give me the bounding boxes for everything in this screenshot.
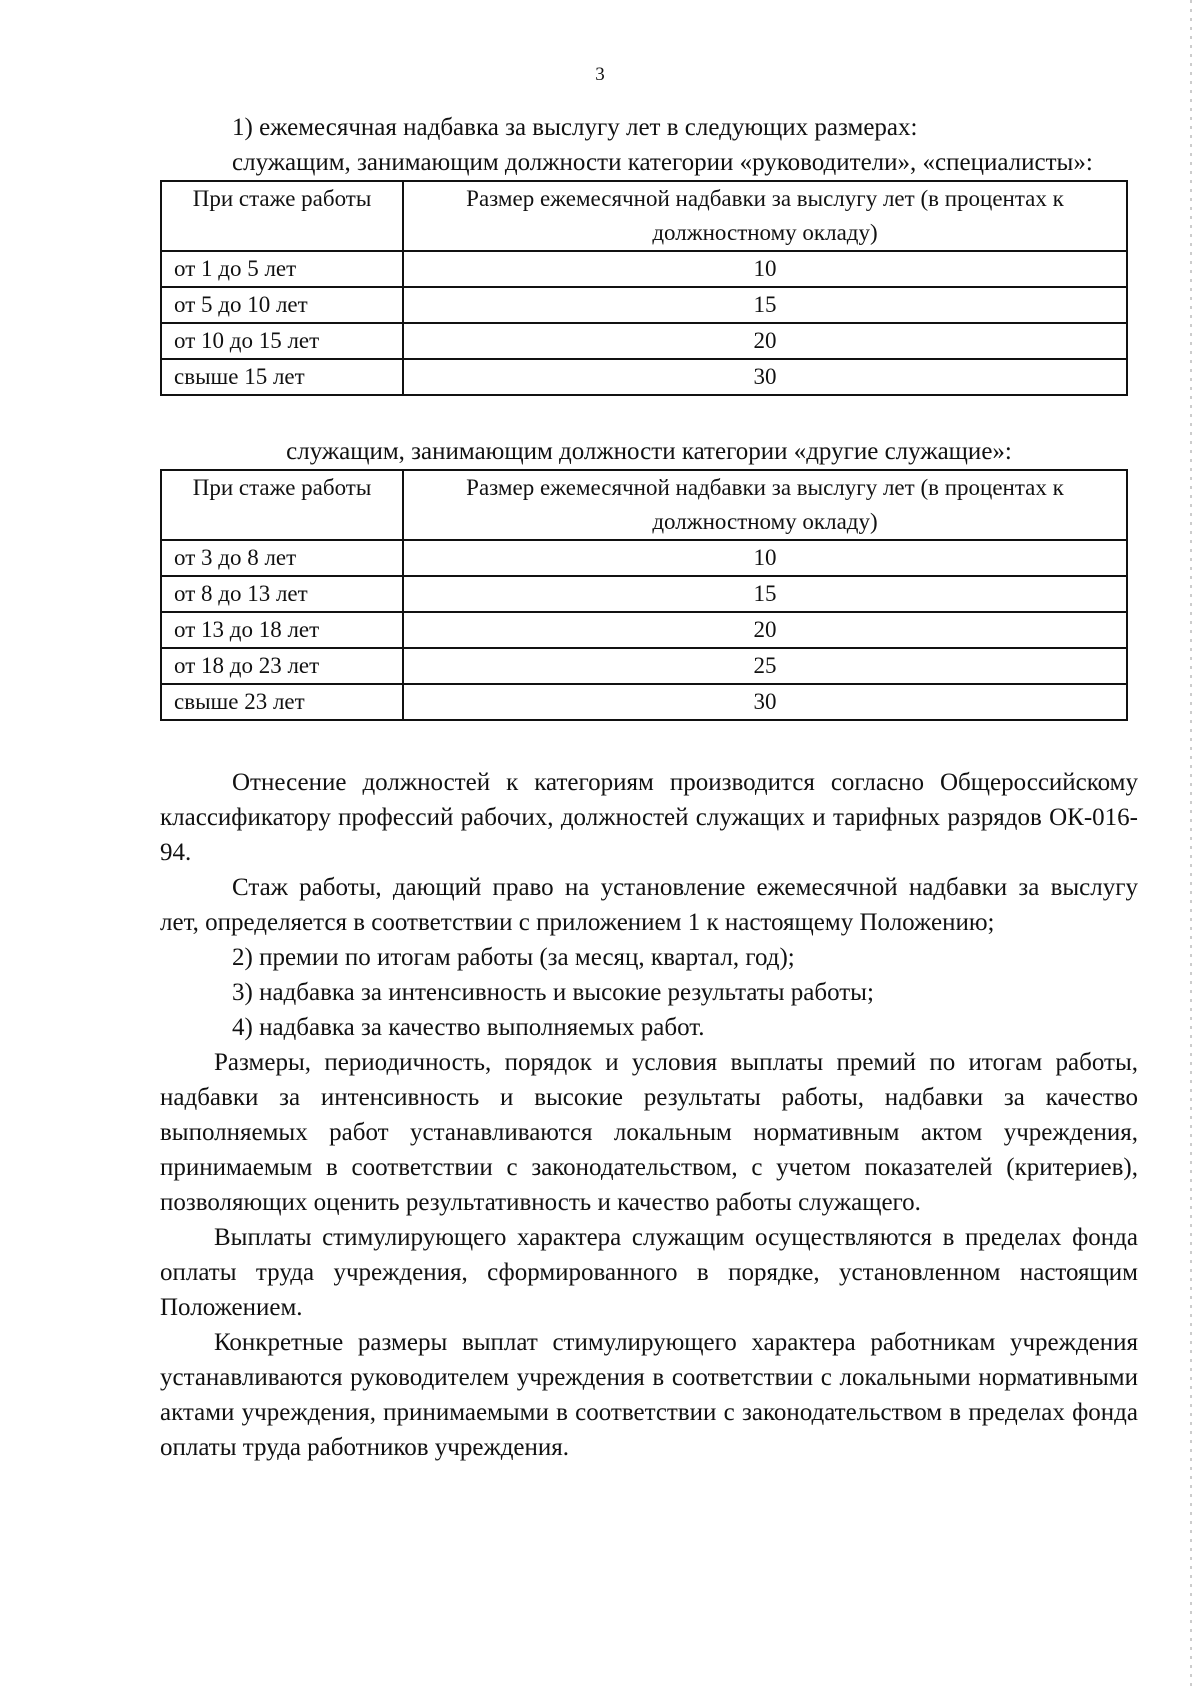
table-row — [161, 540, 1127, 576]
term-cell: от 8 до 13 лет — [161, 576, 403, 612]
allowance-table-other-staff — [160, 469, 1128, 721]
allowance-table-managers — [160, 180, 1128, 396]
value-cell: 25 — [403, 648, 1127, 684]
table-row — [161, 684, 1127, 720]
page-number: 3 — [595, 64, 605, 85]
value-cell: 20 — [403, 323, 1127, 359]
paragraph-payment-conditions: Размеры, периодичность, порядок и условия выплаты премий по итогам работы, надбавки за интенсивность и высокие результаты работы, надбавки за качество выполняемых работ устанавливаются локальным нормативным актом учреждения, принимаемым в соответствии с законодательством, с учетом показателей (критериев), позволяющих оценить результативность и качество работы служащего. — [160, 1049, 1138, 1216]
table-header-row — [161, 470, 1127, 540]
paragraph-classification: Отнесение должностей к категориям производится согласно Общероссийскому классификатору профессий рабочих, должностей служащих и тарифных разрядов ОК-016-94. — [160, 769, 1138, 866]
table-row — [161, 648, 1127, 684]
table-row — [161, 323, 1127, 359]
scan-edge — [1190, 0, 1192, 1686]
value-cell: 20 — [403, 612, 1127, 648]
term-cell: свыше 15 лет — [161, 359, 403, 395]
item-bonuses: 2) премии по итогам работы (за месяц, квартал, год); — [232, 944, 795, 971]
table-row — [161, 359, 1127, 395]
intro-line-1: 1) ежемесячная надбавка за выслугу лет в следующих размерах: — [232, 114, 918, 141]
table-row — [161, 251, 1127, 287]
column-header-size: Размер ежемесячной надбавки за выслугу лет (в процентах к должностному окладу) — [403, 470, 1127, 540]
term-cell: от 18 до 23 лет — [161, 648, 403, 684]
table-row — [161, 576, 1127, 612]
value-cell: 15 — [403, 576, 1127, 612]
term-cell: от 13 до 18 лет — [161, 612, 403, 648]
term-cell: от 3 до 8 лет — [161, 540, 403, 576]
term-cell: от 1 до 5 лет — [161, 251, 403, 287]
table-row — [161, 287, 1127, 323]
column-header-term: При стаже работы — [161, 181, 403, 251]
paragraph-payment-fund: Выплаты стимулирующего характера служащим осуществляются в пределах фонда оплаты труда учреждения, сформированного в порядке, установленном настоящим Положением. — [160, 1224, 1138, 1321]
value-cell: 15 — [403, 287, 1127, 323]
document-body — [160, 110, 1138, 1465]
paragraph-specific-amounts: Конкретные размеры выплат стимулирующего характера работникам учреждения устанавливаются руководителем учреждения в соответствии с локальными нормативными актами учреждения, принимаемыми в соответствии с законодательством в пределах фонда оплаты труда работников учреждения. — [160, 1329, 1138, 1461]
value-cell: 30 — [403, 684, 1127, 720]
term-cell: от 5 до 10 лет — [161, 287, 403, 323]
value-cell: 30 — [403, 359, 1127, 395]
column-header-term: При стаже работы — [161, 470, 403, 540]
term-cell: от 10 до 15 лет — [161, 323, 403, 359]
column-header-size: Размер ежемесячной надбавки за выслугу лет (в процентах к должностному окладу) — [403, 181, 1127, 251]
term-cell: свыше 23 лет — [161, 684, 403, 720]
table2-caption: служащим, занимающим должности категории «другие служащие»: — [286, 438, 1012, 465]
paragraph-seniority: Стаж работы, дающий право на установление ежемесячной надбавки за выслугу лет, определяется в соответствии с приложением 1 к настоящему Положению; — [160, 874, 1138, 936]
value-cell: 10 — [403, 251, 1127, 287]
table-header-row — [161, 181, 1127, 251]
intro-line-2: служащим, занимающим должности категории «руководители», «специалисты»: — [232, 149, 1093, 176]
value-cell: 10 — [403, 540, 1127, 576]
table-row — [161, 612, 1127, 648]
item-intensity-allowance: 3) надбавка за интенсивность и высокие результаты работы; — [232, 979, 874, 1006]
item-quality-allowance: 4) надбавка за качество выполняемых работ. — [232, 1014, 705, 1041]
